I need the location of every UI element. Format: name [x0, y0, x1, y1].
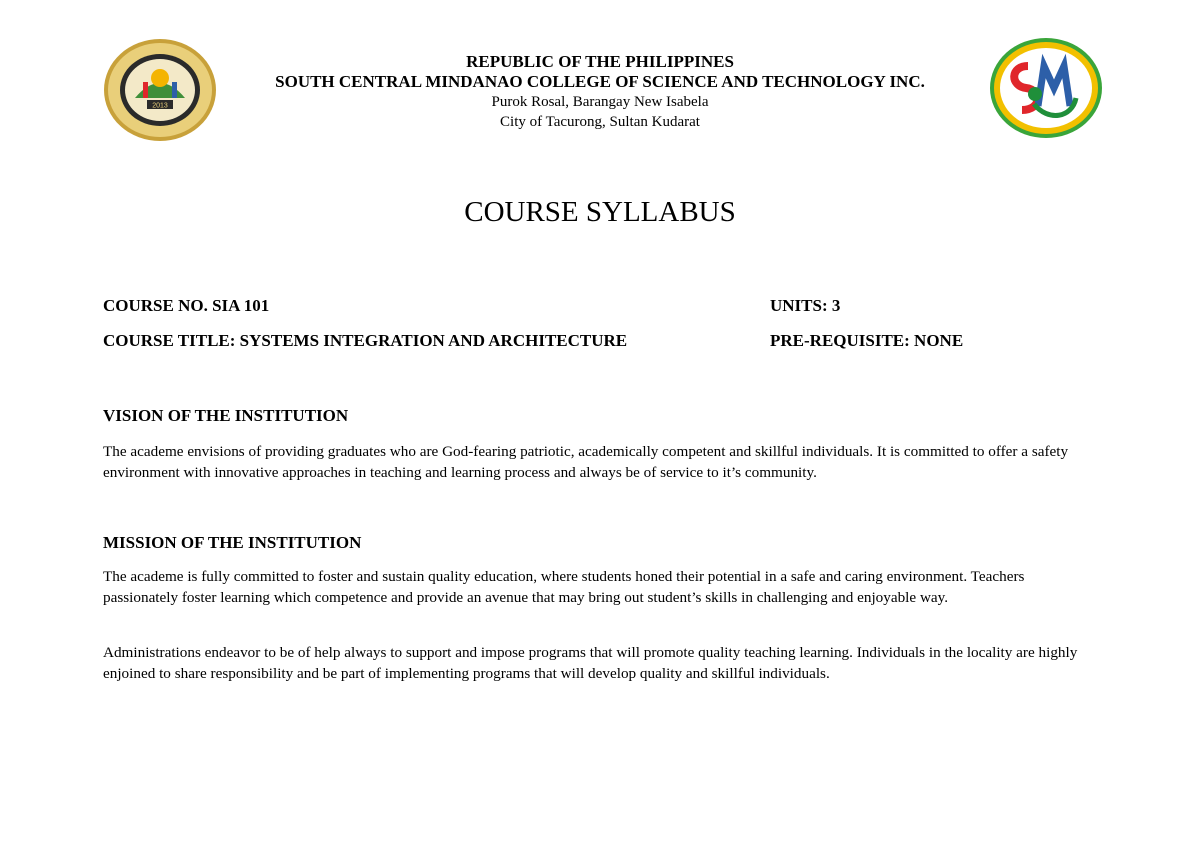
vision-heading: VISION OF THE INSTITUTION	[103, 406, 349, 425]
college-name: SOUTH CENTRAL MINDANAO COLLEGE OF SCIENCE AND TECHNOLOGY INC.	[275, 72, 925, 91]
course-title: COURSE TITLE: SYSTEMS INTEGRATION AND ARCHITECTURE	[103, 331, 628, 350]
course-units: UNITS: 3	[770, 296, 841, 315]
document-title: COURSE SYLLABUS	[464, 196, 736, 228]
seal-year: 2013	[152, 102, 168, 110]
city-line: City of Tacurong, Sultan Kudarat	[500, 114, 700, 130]
mission-paragraph-1: The academe is fully committed to foster and sustain quality education, where students honed their potential in a safe and caring environment. Teachers passionately foster learning which competence and provide an avenue that may bring out student’s skills in challenging and enjoyable way.	[103, 568, 1025, 606]
course-prerequisite: PRE-REQUISITE: NONE	[770, 331, 964, 350]
republic-line: REPUBLIC OF THE PHILIPPINES	[466, 52, 734, 71]
institution-header	[0, 52, 1200, 132]
mission-heading: MISSION OF THE INSTITUTION	[103, 533, 362, 552]
course-number: COURSE NO. SIA 101	[103, 296, 270, 315]
vision-text: The academe envisions of providing graduates who are God-fearing patriotic, academically competent and skillful individuals. It is committed to offer a safety environment with innovative approaches in teaching and learning process and always be of service to it’s community.	[103, 443, 1069, 481]
mission-paragraph-2: Administrations endeavor to be of help always to support and impose programs that will promote quality teaching learning. Individuals in the locality are highly enjoined to share responsibility and be part of implementing programs that will develop quality and skillful individuals.	[103, 644, 1078, 682]
address-line: Purok Rosal, Barangay New Isabela	[491, 94, 709, 110]
